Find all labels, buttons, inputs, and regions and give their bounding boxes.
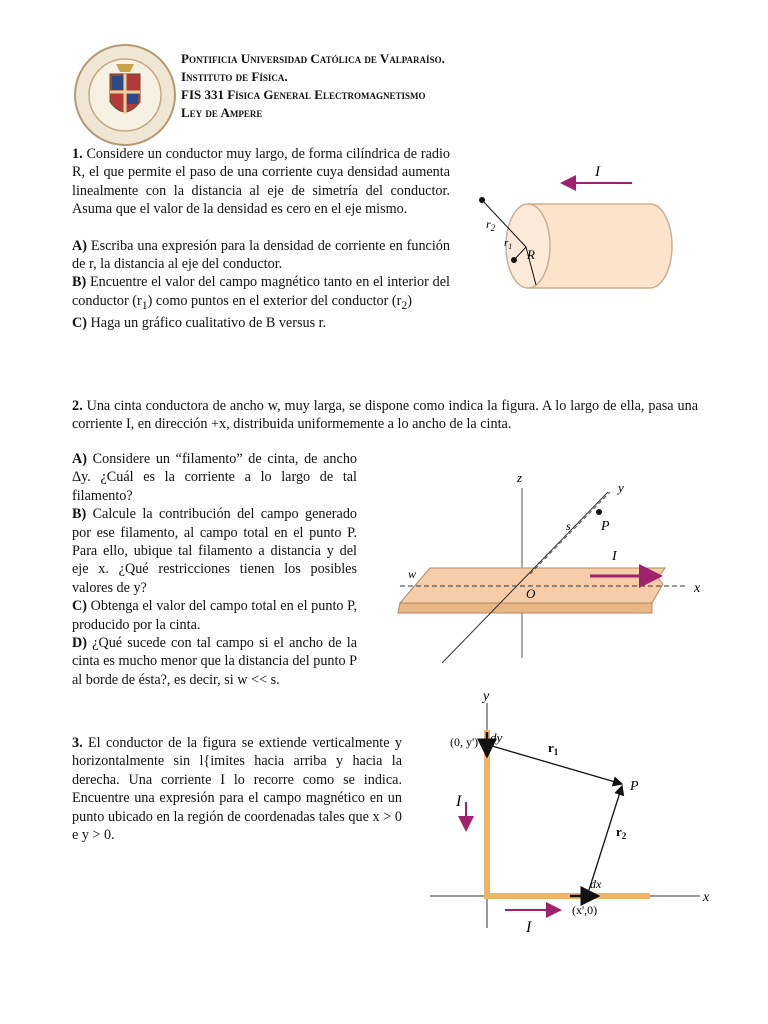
y-axis-label: y	[483, 689, 490, 704]
problem-3-number: 3.	[72, 735, 83, 751]
problem-3-text: El conductor de la figura se extiende verticalmente y horizontalmente sin l{imites hacia arriba y hacia la derecha. Una corriente I lo recorre como se indica. Encuentre una expresión para el campo magnético en un punto ubicado en la región de coordenadas tales que x > 0 e y > 0.	[72, 735, 402, 844]
problem-2-d-label: D)	[72, 635, 87, 652]
problem-2-b-text: Calcule la contribución del campo generado por ese filamento, al campo total en el punto P. Para ello, ubique tal filamento a distancia y del eje x. ¿Qué restricciones tienen los posibles valores de y?	[72, 506, 358, 596]
header-topic: Ley de Ampere	[181, 105, 263, 120]
origin-y-label: (0, y')	[450, 735, 479, 749]
problem-2-number: 2.	[72, 398, 83, 414]
dy-label: dy	[490, 730, 503, 745]
problem-2-a-label: A)	[72, 451, 87, 467]
problem-1-b-label: B)	[72, 274, 87, 291]
radius-label: R	[527, 247, 535, 262]
header	[181, 50, 445, 122]
problem-2-a-text: Considere un “filamento” de cinta, de ancho Δy. ¿Cuál es la corriente a lo largo de tal filamento?	[72, 451, 358, 504]
problem-2-d-text: ¿Qué sucede con tal campo si el ancho de la cinta es mucho menor que la distancia del punto P al borde de ésta?, es decir, si w << s.	[72, 635, 357, 688]
problem-2-intro-text: Una cinta conductora de ancho w, muy larga, se dispone como indica la figura. A lo largo de ella, pasa una corriente I, en dirección +x, distribuida uniformemente a lo ancho de la cinta.	[72, 398, 698, 433]
problem-2-parts	[72, 450, 357, 689]
header-university: Pontificia Universidad Católica de Valparaíso.	[181, 51, 445, 66]
width-label: w	[408, 567, 417, 581]
current-label-left: I	[456, 793, 462, 810]
s-label: s	[566, 519, 571, 533]
university-seal	[72, 42, 178, 148]
problem-1-b-text3: )	[407, 292, 413, 309]
x-label: x	[694, 581, 701, 596]
z-label: z	[517, 470, 523, 485]
problem-1-number: 1.	[72, 146, 83, 162]
x-axis-label: x	[703, 890, 710, 905]
problem-1-c-label: C)	[72, 315, 87, 332]
figure-cylinder	[470, 160, 690, 295]
problem-1-b-text2: ) como puntos en el exterior del conductor (r	[147, 292, 402, 309]
current-label: I	[612, 549, 617, 564]
y-label: y	[618, 480, 624, 495]
problem-1-a-label: A)	[72, 237, 87, 254]
point-p-label: P	[601, 519, 610, 534]
problem-1-a-text: Escriba una expresión para la densidad de corriente en función de r, la distancia al eje del conductor.	[72, 237, 450, 273]
problem-2-b-label: B)	[72, 506, 87, 523]
current-label-bottom: I	[526, 919, 532, 936]
problem-1-b-sub1: 1	[141, 297, 148, 312]
r2-label: $r_2$	[486, 217, 496, 233]
origin-label: O	[526, 586, 536, 601]
problem-1-intro: Considere un conductor muy largo, de forma cilíndrica de radio R, el que permite el paso de una corriente cuya densidad aumenta linealmente con la distancia al eje de simetría del conductor. Asuma que el valor de la densidad es cero en el eje mismo.	[72, 146, 450, 218]
r1-label: $r_1$	[548, 740, 559, 757]
problem-2-c-text: Obtenga el valor del campo total en el punto P, producido por la cinta.	[72, 598, 357, 633]
origin-x-label: (x',0)	[572, 903, 598, 917]
problem-3	[72, 734, 402, 844]
dx-label: dx	[590, 877, 602, 891]
r1-label: $r_1$	[504, 237, 513, 251]
problem-2-c-label: C)	[72, 598, 87, 615]
figure-ribbon	[380, 468, 720, 668]
problem-2-intro	[72, 397, 698, 434]
problem-1-b-text: Encuentre el valor del campo magnético tanto en el interior del conductor (r	[72, 274, 450, 309]
problem-1-b-sub2: 2	[401, 297, 408, 312]
point-p-label: P	[630, 779, 639, 794]
header-course: FIS 331 Física General Electromagnetismo	[181, 87, 426, 102]
r2-label: $r_2$	[616, 824, 627, 841]
figure-l-wire	[420, 688, 720, 940]
problem-1	[72, 145, 450, 332]
problem-1-c-text: Haga un gráfico cualitativo de B versus r.	[90, 315, 327, 332]
current-label: I	[595, 164, 600, 180]
header-institute: Instituto de Física.	[181, 69, 288, 84]
